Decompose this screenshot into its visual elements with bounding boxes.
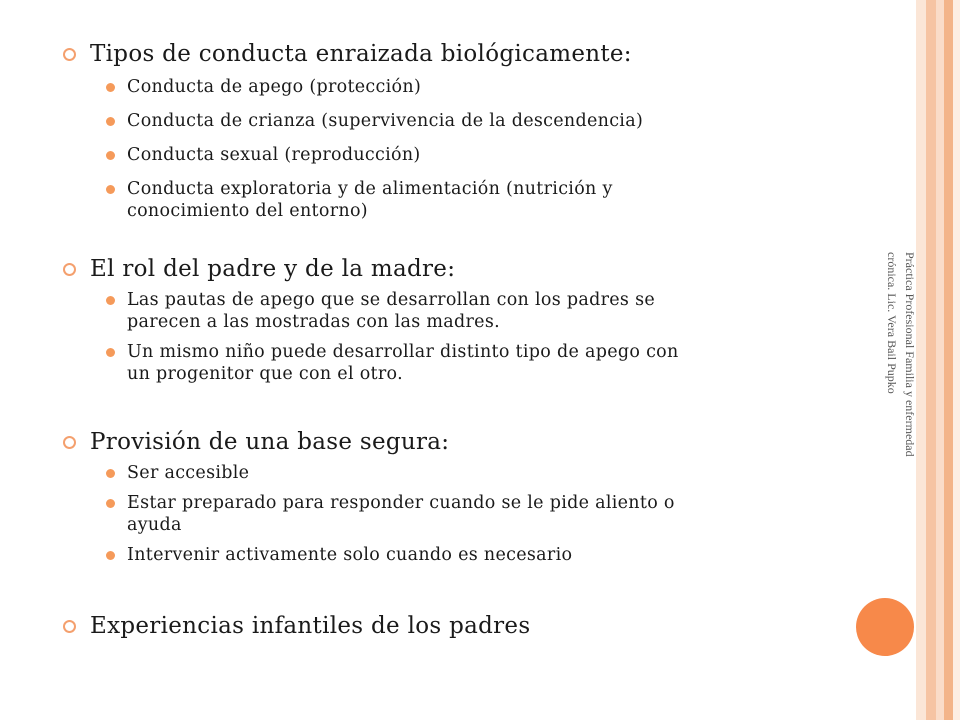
list-item	[60, 341, 679, 385]
list-item	[60, 544, 675, 566]
list-item	[60, 76, 643, 98]
list-item-text: conocimiento del entorno)	[127, 201, 368, 221]
decorative-side-stripes	[916, 0, 960, 720]
list-item-text: parecen a las mostradas con las madres.	[127, 312, 500, 332]
heading-text: El rol del padre y de la madre:	[90, 256, 456, 282]
list-item-text: Ser accesible	[127, 463, 250, 483]
heading-text: Provisión de una base segura:	[90, 429, 450, 455]
stripe	[926, 0, 936, 720]
list-item-text: Conducta de apego (protección)	[127, 77, 422, 97]
list-item	[60, 462, 675, 484]
list-item-text: Estar preparado para responder cuando se le pide aliento o	[127, 493, 675, 513]
list-item-text: Conducta de crianza (supervivencia de la descendencia)	[127, 111, 644, 131]
decorative-orange-circle	[856, 598, 914, 656]
list-item-text: Intervenir activamente solo cuando es necesario	[127, 545, 573, 565]
list-item-text: un progenitor que con el otro.	[127, 364, 403, 384]
stripe	[936, 0, 944, 720]
dot-bullet-icon	[106, 551, 115, 560]
dot-bullet-icon	[106, 117, 115, 126]
list-item-text: Conducta exploratoria y de alimentación (nutrición y	[127, 179, 613, 199]
list-item	[60, 144, 643, 166]
list-item	[60, 492, 675, 536]
dot-bullet-icon	[106, 348, 115, 357]
list-item	[60, 110, 643, 132]
list-item	[60, 178, 643, 222]
slide-content	[60, 0, 860, 720]
section-parent-childhood	[60, 612, 530, 640]
dot-bullet-icon	[106, 499, 115, 508]
list-item-text: ayuda	[127, 515, 182, 535]
side-caption	[878, 252, 922, 572]
side-caption-line-1: Práctica Profesional Familia y enfermedad	[903, 252, 917, 457]
dot-bullet-icon	[106, 185, 115, 194]
dot-bullet-icon	[106, 296, 115, 305]
section-secure-base	[60, 428, 675, 566]
dot-bullet-icon	[106, 151, 115, 160]
heading-text: Experiencias infantiles de los padres	[90, 613, 531, 639]
section-biological-behaviour	[60, 40, 643, 222]
dot-bullet-icon	[106, 83, 115, 92]
ring-bullet-icon	[63, 48, 76, 61]
stripe	[953, 0, 960, 720]
ring-bullet-icon	[63, 263, 76, 276]
stripe	[944, 0, 953, 720]
heading-item	[60, 255, 679, 283]
heading-item	[60, 40, 643, 68]
list-item-text: Un mismo niño puede desarrollar distinto tipo de apego con	[127, 342, 679, 362]
ring-bullet-icon	[63, 620, 76, 633]
list-item-text: Conducta sexual (reproducción)	[127, 145, 421, 165]
heading-item	[60, 612, 530, 640]
dot-bullet-icon	[106, 469, 115, 478]
heading-item	[60, 428, 675, 456]
section-parent-roles	[60, 255, 679, 385]
list-item	[60, 289, 679, 333]
side-caption-line-2: crónica. Lic. Vera Bail Pupko	[885, 252, 899, 394]
heading-text: Tipos de conducta enraizada biológicamente:	[90, 41, 632, 67]
list-item-text: Las pautas de apego que se desarrollan con los padres se	[127, 290, 656, 310]
ring-bullet-icon	[63, 436, 76, 449]
